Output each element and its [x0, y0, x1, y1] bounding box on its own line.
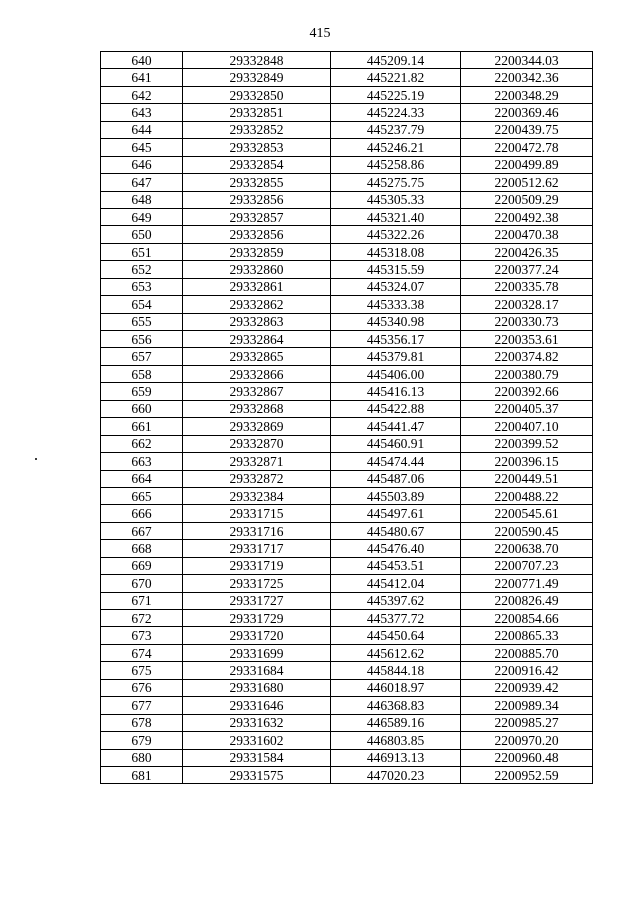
scan-dot-mark [35, 458, 37, 460]
point-number-cell: 676 [101, 679, 183, 696]
table-row [101, 749, 593, 766]
x-coordinate-cell: 445275.75 [331, 174, 461, 191]
parcel-id-cell: 29331602 [183, 732, 331, 749]
table-row [101, 208, 593, 225]
y-coordinate-cell: 2200854.66 [461, 610, 593, 627]
table-row [101, 348, 593, 365]
parcel-id-cell: 29332849 [183, 69, 331, 86]
y-coordinate-cell: 2200380.79 [461, 365, 593, 382]
point-number-cell: 640 [101, 52, 183, 69]
parcel-id-cell: 29331584 [183, 749, 331, 766]
point-number-cell: 652 [101, 261, 183, 278]
point-number-cell: 644 [101, 121, 183, 138]
x-coordinate-cell: 445412.04 [331, 575, 461, 592]
parcel-id-cell: 29331699 [183, 644, 331, 661]
x-coordinate-cell: 445612.62 [331, 644, 461, 661]
y-coordinate-cell: 2200512.62 [461, 174, 593, 191]
parcel-id-cell: 29332866 [183, 365, 331, 382]
table-row [101, 644, 593, 661]
point-number-cell: 667 [101, 522, 183, 539]
x-coordinate-cell: 445460.91 [331, 435, 461, 452]
parcel-id-cell: 29332854 [183, 156, 331, 173]
table-row [101, 592, 593, 609]
point-number-cell: 654 [101, 296, 183, 313]
table-row [101, 86, 593, 103]
table-row [101, 331, 593, 348]
point-number-cell: 663 [101, 453, 183, 470]
x-coordinate-cell: 445209.14 [331, 52, 461, 69]
parcel-id-cell: 29332852 [183, 121, 331, 138]
x-coordinate-cell: 445246.21 [331, 139, 461, 156]
parcel-id-cell: 29332853 [183, 139, 331, 156]
table-row [101, 383, 593, 400]
y-coordinate-cell: 2200348.29 [461, 86, 593, 103]
parcel-id-cell: 29332869 [183, 418, 331, 435]
y-coordinate-cell: 2200989.34 [461, 697, 593, 714]
y-coordinate-cell: 2200470.38 [461, 226, 593, 243]
x-coordinate-cell: 446913.13 [331, 749, 461, 766]
coordinates-table-body [101, 52, 593, 784]
table-row [101, 278, 593, 295]
point-number-cell: 666 [101, 505, 183, 522]
y-coordinate-cell: 2200374.82 [461, 348, 593, 365]
point-number-cell: 674 [101, 644, 183, 661]
y-coordinate-cell: 2200392.66 [461, 383, 593, 400]
parcel-id-cell: 29331719 [183, 557, 331, 574]
point-number-cell: 645 [101, 139, 183, 156]
parcel-id-cell: 29331646 [183, 697, 331, 714]
x-coordinate-cell: 445487.06 [331, 470, 461, 487]
y-coordinate-cell: 2200426.35 [461, 243, 593, 260]
parcel-id-cell: 29332863 [183, 313, 331, 330]
point-number-cell: 664 [101, 470, 183, 487]
x-coordinate-cell: 446018.97 [331, 679, 461, 696]
y-coordinate-cell: 2200545.61 [461, 505, 593, 522]
x-coordinate-cell: 445476.40 [331, 540, 461, 557]
y-coordinate-cell: 2200344.03 [461, 52, 593, 69]
parcel-id-cell: 29332861 [183, 278, 331, 295]
table-row [101, 610, 593, 627]
parcel-id-cell: 29331684 [183, 662, 331, 679]
point-number-cell: 680 [101, 749, 183, 766]
y-coordinate-cell: 2200328.17 [461, 296, 593, 313]
point-number-cell: 668 [101, 540, 183, 557]
point-number-cell: 669 [101, 557, 183, 574]
parcel-id-cell: 29331632 [183, 714, 331, 731]
y-coordinate-cell: 2200771.49 [461, 575, 593, 592]
x-coordinate-cell: 445450.64 [331, 627, 461, 644]
coordinates-table [100, 51, 593, 784]
y-coordinate-cell: 2200492.38 [461, 208, 593, 225]
point-number-cell: 648 [101, 191, 183, 208]
table-row [101, 697, 593, 714]
point-number-cell: 672 [101, 610, 183, 627]
x-coordinate-cell: 446803.85 [331, 732, 461, 749]
point-number-cell: 643 [101, 104, 183, 121]
parcel-id-cell: 29332855 [183, 174, 331, 191]
parcel-id-cell: 29332871 [183, 453, 331, 470]
point-number-cell: 675 [101, 662, 183, 679]
y-coordinate-cell: 2200985.27 [461, 714, 593, 731]
parcel-id-cell: 29332859 [183, 243, 331, 260]
table-row [101, 191, 593, 208]
x-coordinate-cell: 445453.51 [331, 557, 461, 574]
point-number-cell: 662 [101, 435, 183, 452]
x-coordinate-cell: 445315.59 [331, 261, 461, 278]
x-coordinate-cell: 445441.47 [331, 418, 461, 435]
table-row [101, 766, 593, 783]
y-coordinate-cell: 2200865.33 [461, 627, 593, 644]
x-coordinate-cell: 445237.79 [331, 121, 461, 138]
point-number-cell: 671 [101, 592, 183, 609]
point-number-cell: 642 [101, 86, 183, 103]
point-number-cell: 658 [101, 365, 183, 382]
table-row [101, 505, 593, 522]
y-coordinate-cell: 2200405.37 [461, 400, 593, 417]
table-row [101, 174, 593, 191]
x-coordinate-cell: 445422.88 [331, 400, 461, 417]
parcel-id-cell: 29332856 [183, 226, 331, 243]
parcel-id-cell: 29332867 [183, 383, 331, 400]
parcel-id-cell: 29332857 [183, 208, 331, 225]
y-coordinate-cell: 2200377.24 [461, 261, 593, 278]
parcel-id-cell: 29332870 [183, 435, 331, 452]
table-row [101, 679, 593, 696]
point-number-cell: 670 [101, 575, 183, 592]
x-coordinate-cell: 445377.72 [331, 610, 461, 627]
parcel-id-cell: 29331680 [183, 679, 331, 696]
point-number-cell: 653 [101, 278, 183, 295]
parcel-id-cell: 29331720 [183, 627, 331, 644]
parcel-id-cell: 29331575 [183, 766, 331, 783]
table-row [101, 261, 593, 278]
table-row [101, 400, 593, 417]
x-coordinate-cell: 445356.17 [331, 331, 461, 348]
table-row [101, 139, 593, 156]
point-number-cell: 679 [101, 732, 183, 749]
y-coordinate-cell: 2200960.48 [461, 749, 593, 766]
x-coordinate-cell: 446368.83 [331, 697, 461, 714]
y-coordinate-cell: 2200707.23 [461, 557, 593, 574]
x-coordinate-cell: 445333.38 [331, 296, 461, 313]
table-row [101, 522, 593, 539]
parcel-id-cell: 29331717 [183, 540, 331, 557]
point-number-cell: 681 [101, 766, 183, 783]
x-coordinate-cell: 445844.18 [331, 662, 461, 679]
y-coordinate-cell: 2200638.70 [461, 540, 593, 557]
x-coordinate-cell: 445321.40 [331, 208, 461, 225]
point-number-cell: 659 [101, 383, 183, 400]
y-coordinate-cell: 2200335.78 [461, 278, 593, 295]
x-coordinate-cell: 446589.16 [331, 714, 461, 731]
x-coordinate-cell: 445416.13 [331, 383, 461, 400]
y-coordinate-cell: 2200499.89 [461, 156, 593, 173]
table-row [101, 540, 593, 557]
table-row [101, 243, 593, 260]
y-coordinate-cell: 2200396.15 [461, 453, 593, 470]
point-number-cell: 655 [101, 313, 183, 330]
point-number-cell: 656 [101, 331, 183, 348]
y-coordinate-cell: 2200407.10 [461, 418, 593, 435]
point-number-cell: 651 [101, 243, 183, 260]
parcel-id-cell: 29332868 [183, 400, 331, 417]
table-row [101, 714, 593, 731]
y-coordinate-cell: 2200369.46 [461, 104, 593, 121]
table-row [101, 296, 593, 313]
y-coordinate-cell: 2200439.75 [461, 121, 593, 138]
y-coordinate-cell: 2200916.42 [461, 662, 593, 679]
table-row [101, 487, 593, 504]
y-coordinate-cell: 2200330.73 [461, 313, 593, 330]
point-number-cell: 660 [101, 400, 183, 417]
x-coordinate-cell: 445225.19 [331, 86, 461, 103]
x-coordinate-cell: 445497.61 [331, 505, 461, 522]
table-row [101, 575, 593, 592]
table-row [101, 435, 593, 452]
table-row [101, 365, 593, 382]
table-row [101, 313, 593, 330]
x-coordinate-cell: 445305.33 [331, 191, 461, 208]
x-coordinate-cell: 445221.82 [331, 69, 461, 86]
point-number-cell: 650 [101, 226, 183, 243]
parcel-id-cell: 29332848 [183, 52, 331, 69]
parcel-id-cell: 29331729 [183, 610, 331, 627]
y-coordinate-cell: 2200342.36 [461, 69, 593, 86]
parcel-id-cell: 29332865 [183, 348, 331, 365]
x-coordinate-cell: 445224.33 [331, 104, 461, 121]
table-row [101, 453, 593, 470]
parcel-id-cell: 29332851 [183, 104, 331, 121]
y-coordinate-cell: 2200488.22 [461, 487, 593, 504]
table-row [101, 104, 593, 121]
x-coordinate-cell: 445397.62 [331, 592, 461, 609]
point-number-cell: 657 [101, 348, 183, 365]
y-coordinate-cell: 2200590.45 [461, 522, 593, 539]
x-coordinate-cell: 445324.07 [331, 278, 461, 295]
point-number-cell: 665 [101, 487, 183, 504]
parcel-id-cell: 29332850 [183, 86, 331, 103]
table-row [101, 418, 593, 435]
parcel-id-cell: 29331716 [183, 522, 331, 539]
y-coordinate-cell: 2200952.59 [461, 766, 593, 783]
y-coordinate-cell: 2200399.52 [461, 435, 593, 452]
y-coordinate-cell: 2200826.49 [461, 592, 593, 609]
point-number-cell: 649 [101, 208, 183, 225]
table-row [101, 52, 593, 69]
point-number-cell: 673 [101, 627, 183, 644]
x-coordinate-cell: 445318.08 [331, 243, 461, 260]
table-row [101, 662, 593, 679]
x-coordinate-cell: 445379.81 [331, 348, 461, 365]
table-row [101, 557, 593, 574]
x-coordinate-cell: 445503.89 [331, 487, 461, 504]
point-number-cell: 678 [101, 714, 183, 731]
table-row [101, 226, 593, 243]
table-row [101, 121, 593, 138]
table-row [101, 156, 593, 173]
page-number: 415 [309, 26, 331, 41]
parcel-id-cell: 29332856 [183, 191, 331, 208]
parcel-id-cell: 29332384 [183, 487, 331, 504]
parcel-id-cell: 29331715 [183, 505, 331, 522]
y-coordinate-cell: 2200472.78 [461, 139, 593, 156]
parcel-id-cell: 29332872 [183, 470, 331, 487]
table-row [101, 69, 593, 86]
y-coordinate-cell: 2200885.70 [461, 644, 593, 661]
x-coordinate-cell: 447020.23 [331, 766, 461, 783]
y-coordinate-cell: 2200970.20 [461, 732, 593, 749]
parcel-id-cell: 29332862 [183, 296, 331, 313]
table-row [101, 732, 593, 749]
parcel-id-cell: 29331725 [183, 575, 331, 592]
parcel-id-cell: 29332860 [183, 261, 331, 278]
x-coordinate-cell: 445480.67 [331, 522, 461, 539]
table-row [101, 470, 593, 487]
parcel-id-cell: 29332864 [183, 331, 331, 348]
x-coordinate-cell: 445474.44 [331, 453, 461, 470]
y-coordinate-cell: 2200509.29 [461, 191, 593, 208]
point-number-cell: 641 [101, 69, 183, 86]
point-number-cell: 646 [101, 156, 183, 173]
table-row [101, 627, 593, 644]
point-number-cell: 647 [101, 174, 183, 191]
x-coordinate-cell: 445340.98 [331, 313, 461, 330]
point-number-cell: 661 [101, 418, 183, 435]
y-coordinate-cell: 2200353.61 [461, 331, 593, 348]
y-coordinate-cell: 2200939.42 [461, 679, 593, 696]
x-coordinate-cell: 445406.00 [331, 365, 461, 382]
x-coordinate-cell: 445258.86 [331, 156, 461, 173]
parcel-id-cell: 29331727 [183, 592, 331, 609]
point-number-cell: 677 [101, 697, 183, 714]
x-coordinate-cell: 445322.26 [331, 226, 461, 243]
y-coordinate-cell: 2200449.51 [461, 470, 593, 487]
